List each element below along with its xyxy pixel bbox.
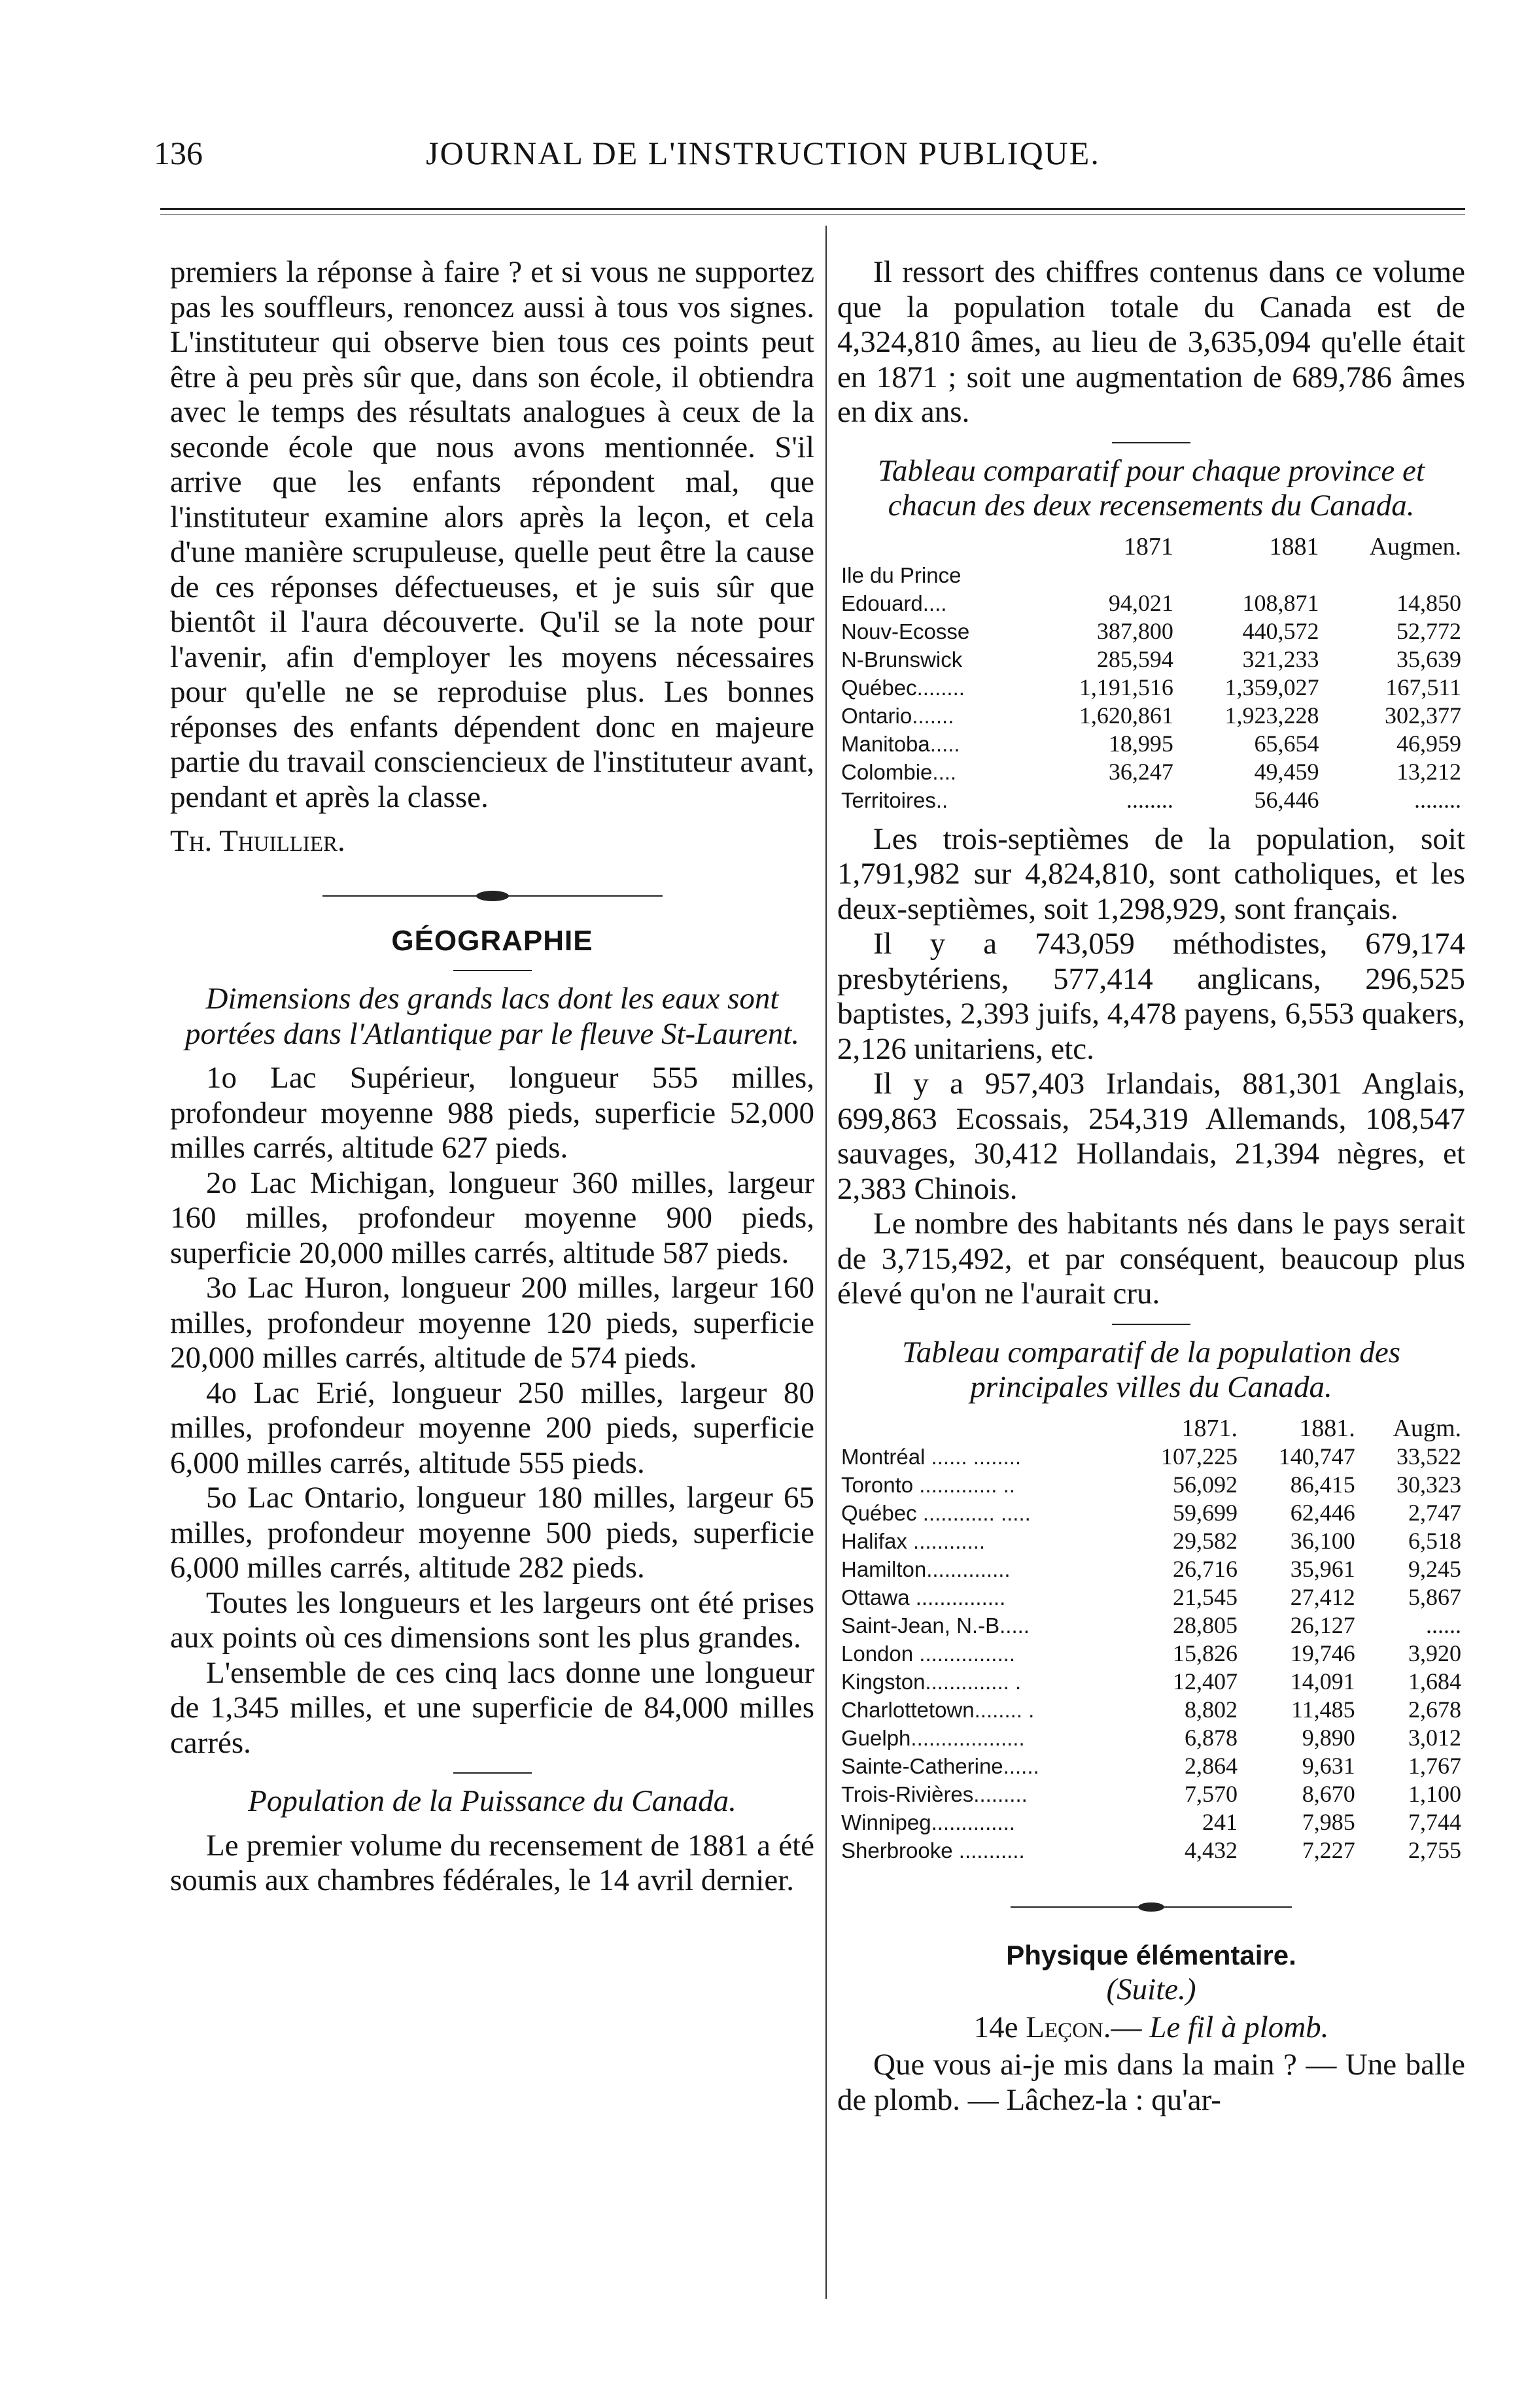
table-row [837,1836,1465,1865]
value-increase: 30,323 [1396,1471,1461,1498]
value-1871: 36,247 [1108,758,1173,785]
province-name: Nouv-Ecosse [841,619,970,644]
value-1871: 15,826 [1173,1640,1238,1666]
value-1881: 26,127 [1290,1611,1355,1638]
cities-table-title: Tableau comparatif de la population des principales villes du Canada. [901,1335,1400,1404]
value-increase: ........ [1414,786,1461,813]
city-name: Sherbrooke ........... [841,1838,1025,1863]
value-increase: 6,518 [1408,1527,1461,1554]
value-1881: 1,923,228 [1224,702,1319,729]
value-increase: 52,772 [1396,617,1461,644]
table-row [837,1555,1465,1583]
population-text: Le premier volume du recensement de 1881 a été soumis aux chambres fédérales, le 14 avril dernier. [170,1828,814,1897]
table-row [837,1668,1465,1696]
value-1881: 108,871 [1242,589,1319,616]
intro-paragraph: premiers la réponse à faire ? et si vous ne supportez pas les souffleurs, renoncez aussi à tous vos signes. L'instituteur qui observe bien tous ces points peut être à peu près sûr que, dans son école, il obtiendra avec le temps des résultats analogues à ceux de la seconde école que nous avons mentionnée. S'il arrive que les enfants répondent mal, que l'instituteur examine alors après la leçon, et cela d'une manière scrupuleuse, quelle peut être la cause de ces réponses défectueuses, et je suis sûr que bientôt il l'aura découverte. Qu'il se la note pour l'avenir, afin d'employer les moyens nécessaires pour qu'elle ne se reproduise plus. Les bonnes réponses des enfants dépendent donc en majeure partie du travail consciencieux de l'instituteur avant, pendant et après la classe. [170,255,814,814]
value-1871: 12,407 [1173,1668,1238,1694]
value-1881: 1,359,027 [1224,674,1319,700]
province-name: N-Brunswick [841,647,963,672]
city-name: Kingston.............. . [841,1669,1022,1694]
value-1881: 62,446 [1290,1499,1355,1526]
province-table-title: Tableau comparatif pour chaque province et chacun des deux recensements du Canada. [878,453,1425,523]
city-name: Charlottetown........ . [841,1697,1035,1722]
origin-paragraph: Il y a 957,403 Irlandais, 881,301 Anglais, 699,863 Ecossais, 254,319 Allemands, 108,547 sauvages, 30,412 Hollandais, 21,394 nègres, et 2,383 Chinois. [837,1067,1465,1206]
table-row [837,1471,1465,1499]
value-increase: 46,959 [1396,730,1461,757]
cities-table-body [837,1443,1465,1865]
census-intro: Il ressort des chiffres contenus dans ce volume que la population totale du Canada est de 4,324,810 âmes, au lieu de 3,635,094 qu'elle était en 1871 ; soit une augmentation de 689,786 âmes en dix ans. [837,255,1465,429]
header-rule [160,208,1465,210]
value-increase: 14,850 [1396,589,1461,616]
value-1871: 7,570 [1185,1780,1238,1807]
value-1881: 56,446 [1254,786,1319,813]
lake-paragraph: 5o Lac Ontario, longueur 180 milles, largeur 65 milles, profondeur moyenne 500 pieds, superficie 6,000 milles carrés, altitude 282 pieds. [170,1481,814,1585]
table-header-cell: Augmen. [1369,532,1461,560]
value-1871: 6,878 [1185,1724,1238,1751]
province-name: Territoires.. [841,787,948,812]
population-title: Population de la Puissance du Canada. [248,1784,737,1818]
short-rule [453,970,532,971]
cities-table [837,1415,1465,1865]
value-1881: 35,961 [1290,1555,1355,1582]
section-heading-geographie: GÉOGRAPHIE [391,924,593,957]
value-1881 [1177,561,1323,589]
value-1881: 19,746 [1290,1640,1355,1666]
value-1871: 4,432 [1185,1836,1238,1863]
table-row [837,730,1465,758]
value-1881: 7,985 [1302,1808,1355,1835]
city-name: Saint-Jean, N.-B..... [841,1613,1030,1638]
value-1871: 28,805 [1173,1611,1238,1638]
value-1881: 86,415 [1290,1471,1355,1498]
table-header-cell: 1881. [1299,1414,1355,1442]
value-increase: 167,511 [1385,674,1461,700]
table-row [837,758,1465,786]
value-1871: 2,864 [1185,1752,1238,1779]
value-1881: 11,485 [1291,1696,1355,1723]
value-1881: 8,670 [1302,1780,1355,1807]
physique-suite [837,1972,1465,2008]
table-row [837,1640,1465,1668]
value-1881: 9,631 [1302,1752,1355,1779]
value-1871: 107,225 [1161,1443,1238,1470]
value-1871: 8,802 [1185,1696,1238,1723]
lesson-title: Le fil à plomb. [1149,2010,1329,2044]
value-1871: 94,021 [1108,589,1173,616]
value-1871: 18,995 [1108,730,1173,757]
value-1881: 65,654 [1254,730,1319,757]
value-1881: 49,459 [1254,758,1319,785]
table-row [837,702,1465,730]
value-1871: 26,716 [1173,1555,1238,1582]
table-row [837,786,1465,814]
physique-heading: Physique élémentaire. [1006,1939,1296,1970]
value-1881: 440,572 [1242,617,1319,644]
city-name: Guelph................... [841,1725,1025,1750]
lesson-title-line [837,2010,1465,2046]
religion-paragraph: Les trois-septièmes de la population, soit 1,791,982 sur 4,824,810, sont catholiques, et les deux-septièmes, soit 1,298,929, sont français. [837,821,1465,926]
province-name: Colombie.... [841,759,957,784]
table-row [837,1443,1465,1471]
city-name: Halifax ............ [841,1528,986,1553]
value-1881: 140,747 [1278,1443,1355,1470]
short-rule [1112,442,1190,443]
table-row [837,1611,1465,1640]
short-rule [453,1772,532,1774]
lesson-text: Que vous ai-je mis dans la main ? — Une balle de plomb. — Lâchez-la : qu'ar- [837,2048,1465,2117]
table-header-cell [837,533,1032,561]
lake-paragraph: 3o Lac Huron, longueur 200 milles, largeur 160 milles, profondeur moyenne 120 pieds, superficie 20,000 milles carrés, altitude de 574 pieds. [170,1271,814,1375]
lakes-title: Dimensions des grands lacs dont les eaux sont portées dans l'Atlantique par le fleuve St-Laurent. [184,982,800,1051]
value-1871 [1032,561,1177,589]
value-increase: 3,920 [1408,1640,1461,1666]
province-name: Ontario....... [841,703,954,728]
value-1881: 321,233 [1242,645,1319,672]
table-row [837,561,1465,589]
page-number: 136 [154,135,203,171]
short-rule [1112,1324,1190,1325]
value-1881: 14,091 [1290,1668,1355,1694]
value-1871: 29,582 [1173,1527,1238,1554]
city-name: Québec ............ ..... [841,1500,1031,1525]
lakes-note: Toutes les longueurs et les largeurs ont été prises aux points où ces dimensions sont les plus grandes. [170,1585,814,1655]
value-increase: 302,377 [1385,702,1461,729]
city-name: Hamilton.............. [841,1557,1011,1581]
value-increase: 1,100 [1408,1780,1461,1807]
value-1881: 7,227 [1302,1836,1355,1863]
table-row [837,1583,1465,1611]
city-name: Trois-Rivières......... [841,1781,1028,1806]
native-born-paragraph: Le nombre des habitants nés dans le pays serait de 3,715,492, et par conséquent, beaucoup plus élevé qu'on ne l'aurait cru. [837,1207,1465,1311]
lake-paragraph: 1o Lac Supérieur, longueur 555 milles, profondeur moyenne 988 pieds, superficie 52,000 milles carrés, altitude 627 pieds. [170,1061,814,1165]
table-header-cell [837,1415,1124,1443]
table-header-cell: 1871. [1181,1414,1238,1442]
value-1871: 1,191,516 [1079,674,1173,700]
table-header-cell: 1871 [1123,532,1173,560]
lesson-label: Leçon.— [1026,2010,1142,2044]
lesson-number: 14e [973,2010,1018,2044]
table-header-cell: Augm. [1393,1414,1461,1442]
section-ornament [1011,1902,1292,1912]
table-header-cell: 1881 [1269,532,1319,560]
value-increase: 9,245 [1408,1555,1461,1582]
page-header [0,134,1526,186]
table-row [837,1527,1465,1555]
value-increase: 5,867 [1408,1583,1461,1610]
value-1871: 241 [1202,1808,1238,1835]
table-row [837,674,1465,702]
value-1871: ........ [1126,786,1173,813]
province-name: Québec........ [841,675,965,700]
value-1881: 27,412 [1290,1583,1355,1610]
city-name: Montréal ...... ........ [841,1444,1022,1469]
left-column [170,255,814,1899]
table-header-row [837,533,1465,561]
suite-label: (Suite.) [1106,1972,1196,2006]
value-1871: 59,699 [1173,1499,1238,1526]
section-ornament [322,891,663,901]
author-signature: Th. Thuillier. [170,824,345,858]
value-increase: 1,684 [1408,1668,1461,1694]
value-increase: ...... [1426,1611,1461,1638]
value-increase: 3,012 [1408,1724,1461,1751]
table-row [837,1696,1465,1724]
table-row [837,645,1465,674]
value-1871: 1,620,861 [1079,702,1173,729]
value-increase: 2,755 [1408,1836,1461,1863]
journal-title: JOURNAL DE L'INSTRUCTION PUBLIQUE. [426,135,1100,171]
table-row [837,589,1465,617]
right-column [837,255,1465,2118]
table-row [837,1499,1465,1527]
value-increase: 35,639 [1396,645,1461,672]
province-name: Edouard.... [841,591,947,615]
lake-paragraph: 2o Lac Michigan, longueur 360 milles, largeur 160 milles, profondeur moyenne 900 pieds, superficie 20,000 milles carrés, altitude 587 pieds. [170,1165,814,1270]
value-increase [1323,561,1466,589]
value-1871: 387,800 [1096,617,1173,644]
value-1871: 21,545 [1173,1583,1238,1610]
province-table [837,533,1465,814]
city-name: Winnipeg.............. [841,1810,1015,1834]
value-increase: 2,747 [1408,1499,1461,1526]
table-header-row [837,1415,1465,1443]
value-increase: 33,522 [1396,1443,1461,1470]
value-1881: 9,890 [1302,1724,1355,1751]
table-row [837,1780,1465,1808]
province-name: Manitoba..... [841,731,960,756]
table-row [837,617,1465,645]
city-name: London ................ [841,1641,1015,1666]
table-row [837,1808,1465,1836]
value-increase: 7,744 [1408,1808,1461,1835]
religion-paragraph: Il y a 743,059 méthodistes, 679,174 presbytériens, 577,414 anglicans, 296,525 baptistes, 2,393 juifs, 4,478 payens, 6,553 quakers, 2,126 unitariens, etc. [837,927,1465,1066]
lakes-total: L'ensemble de ces cinq lacs donne une longueur de 1,345 milles, et une superficie de 84,000 milles carrés. [170,1655,814,1760]
value-increase: 13,212 [1396,758,1461,785]
value-1871: 285,594 [1096,645,1173,672]
value-1881: 36,100 [1290,1527,1355,1554]
province-name: Ile du Prince [841,562,962,587]
value-increase: 2,678 [1408,1696,1461,1723]
column-divider [825,226,827,2299]
value-1871: 56,092 [1173,1471,1238,1498]
lake-paragraph: 4o Lac Erié, longueur 250 milles, largeur 80 milles, profondeur moyenne 200 pieds, superficie 6,000 milles carrés, altitude 555 pieds. [170,1375,814,1480]
value-increase: 1,767 [1408,1752,1461,1779]
city-name: Sainte-Catherine...... [841,1753,1039,1778]
table-row [837,1752,1465,1780]
city-name: Ottawa ............... [841,1585,1006,1609]
table-row [837,1724,1465,1752]
city-name: Toronto ............. .. [841,1472,1015,1497]
